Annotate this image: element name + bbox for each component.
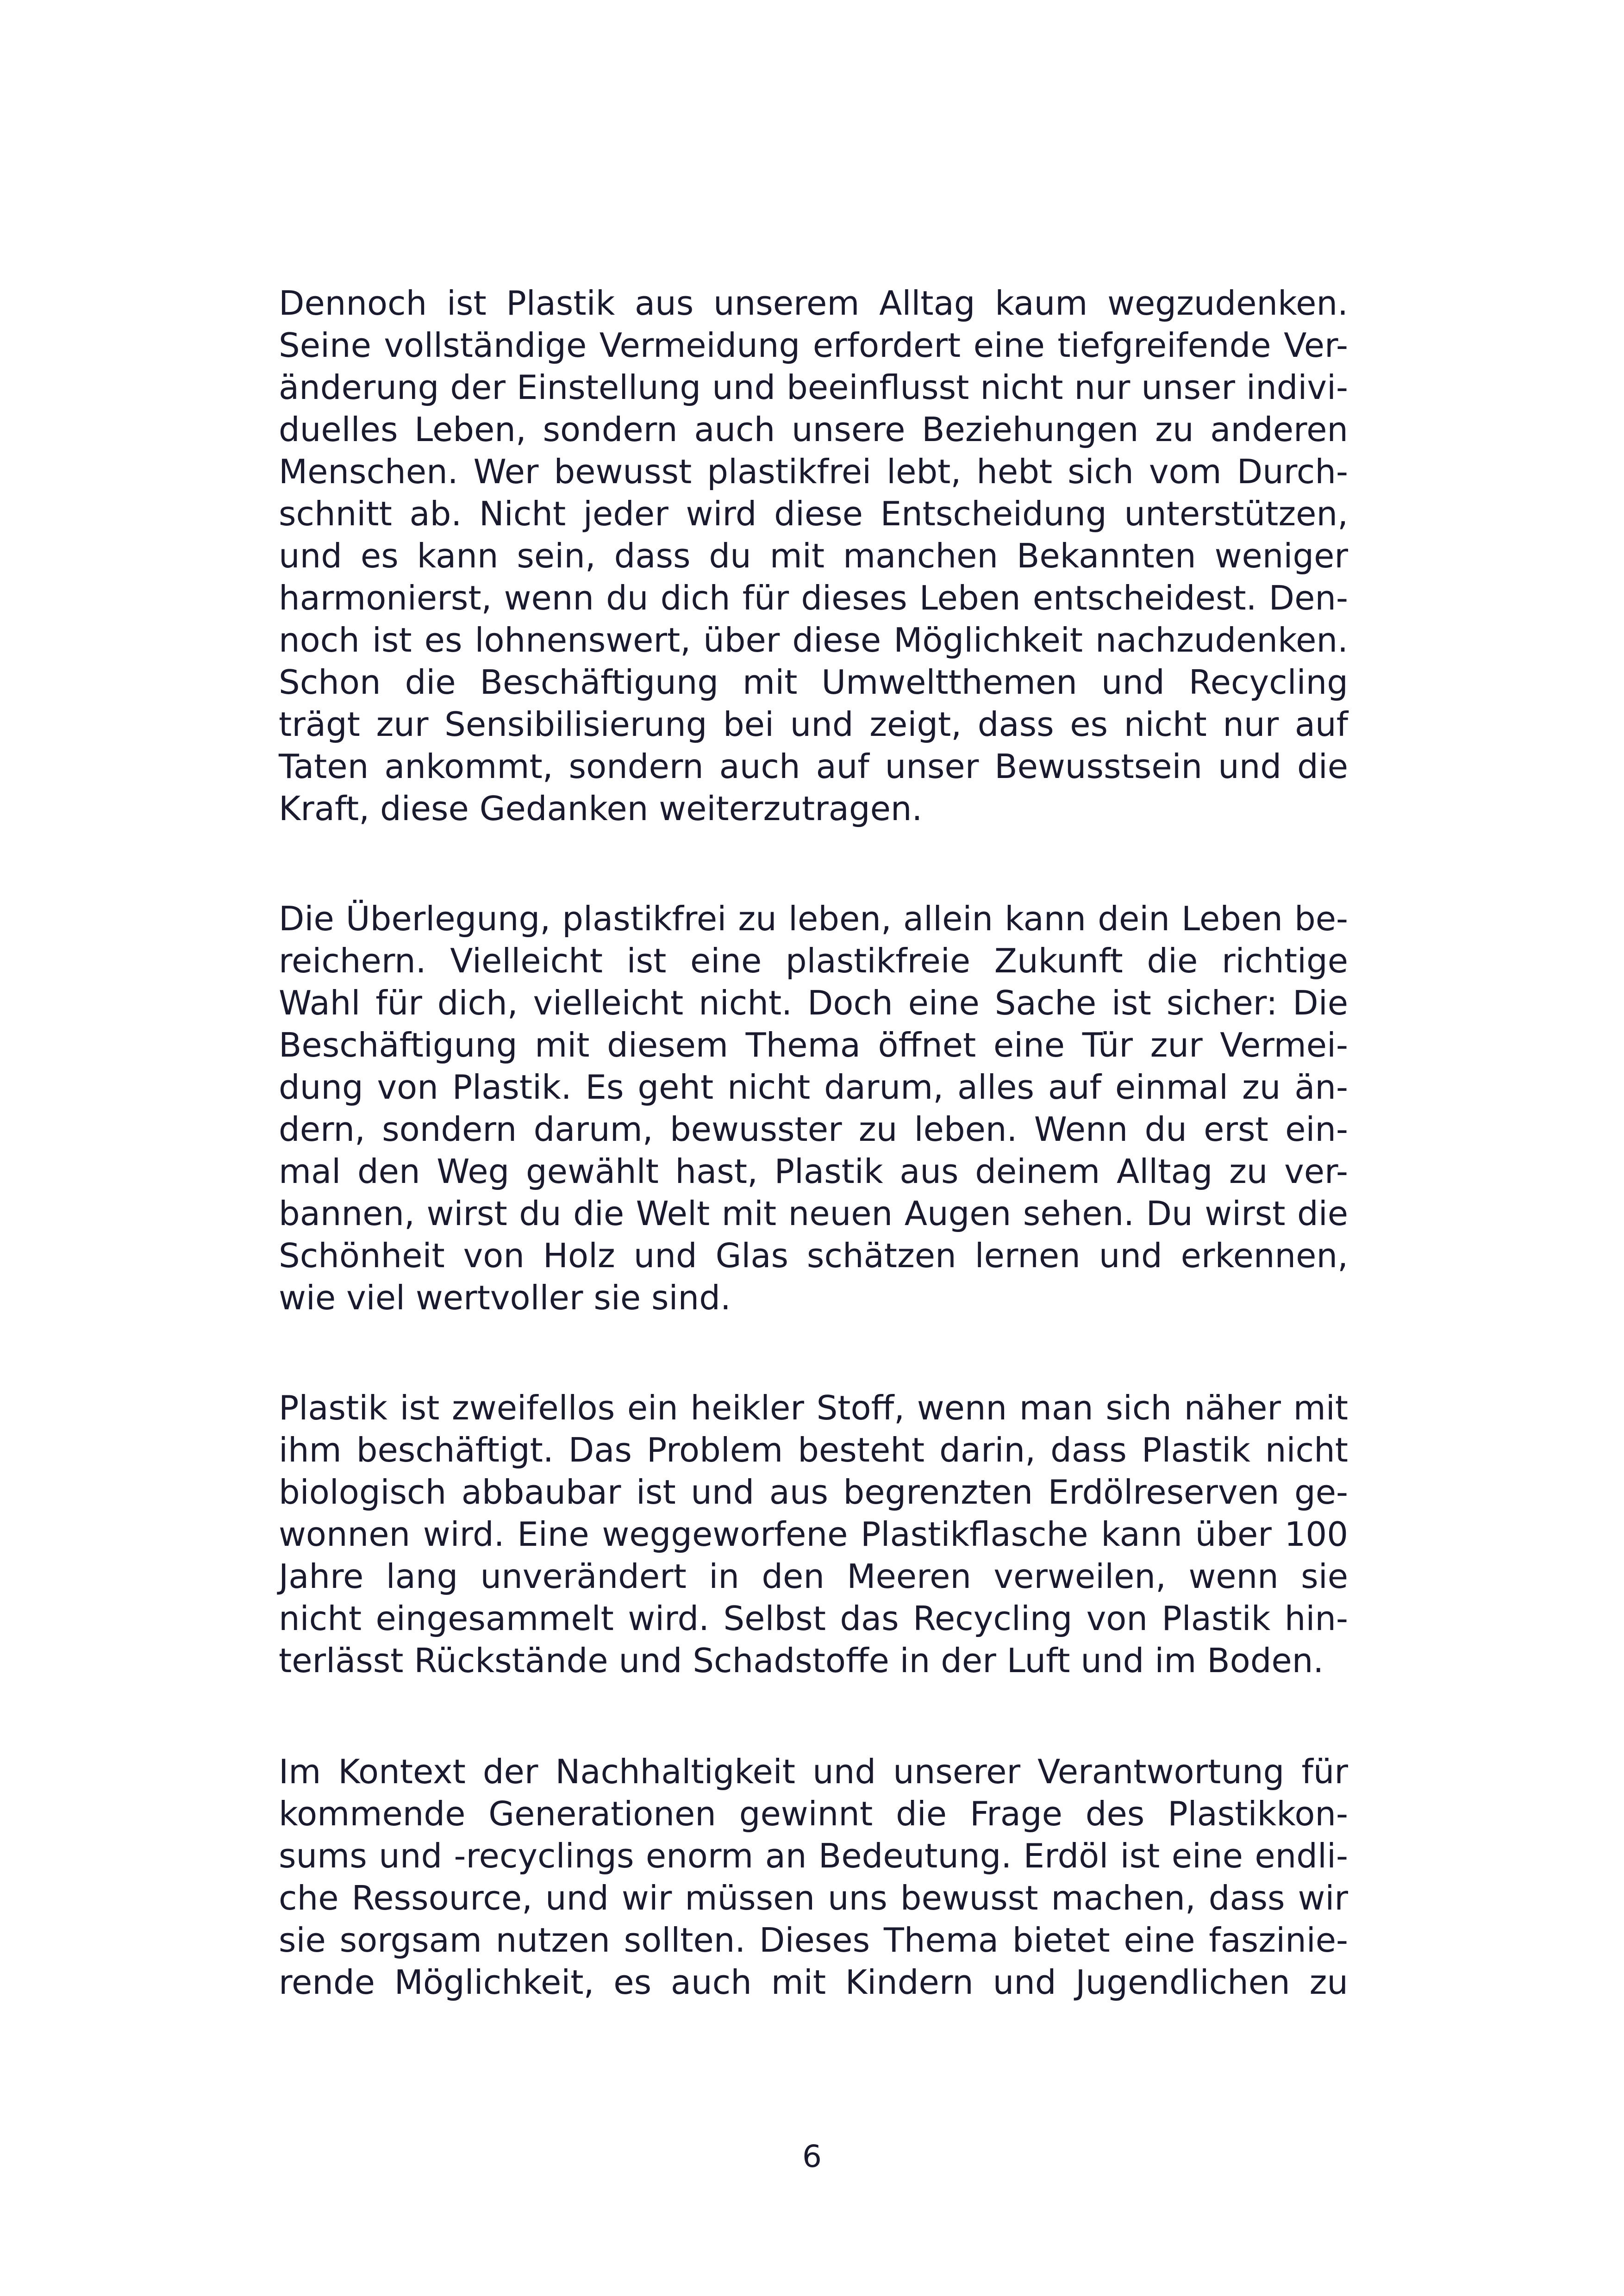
text-line: nicht eingesammelt wird. Selbst das Recycling von Plastik hin-: [279, 1599, 1348, 1638]
paragraph-4: [279, 1751, 1348, 2004]
text-line: Dennoch ist Plastik aus unserem Alltag kaum wegzudenken.: [279, 284, 1348, 323]
text-line: Jahre lang unverändert in den Meeren verweilen, wenn sie: [279, 1557, 1348, 1596]
text-line: sie sorgsam nutzen sollten. Dieses Thema bietet eine faszinie-: [279, 1921, 1348, 1960]
text-line: reichern. Vielleicht ist eine plastikfreie Zukunft die richtige: [279, 941, 1348, 980]
text-line: dern, sondern darum, bewusster zu leben. Wenn du erst ein-: [279, 1110, 1348, 1149]
text-line: kommende Generationen gewinnt die Frage des Plastikkon-: [279, 1794, 1348, 1833]
text-line: Schon die Beschäftigung mit Umweltthemen und Recycling: [279, 663, 1348, 702]
text-line: Im Kontext der Nachhaltigkeit und unserer Verantwortung für: [279, 1752, 1348, 1791]
paragraph-2: [279, 898, 1348, 1319]
text-line: biologisch abbaubar ist und aus begrenzten Erdölreserven ge-: [279, 1473, 1348, 1512]
text-line: wie viel wertvoller sie sind.: [279, 1278, 731, 1317]
text-line: ihm beschäftigt. Das Problem besteht darin, dass Plastik nicht: [279, 1431, 1348, 1469]
text-line: Menschen. Wer bewusst plastikfrei lebt, hebt sich vom Durch-: [279, 452, 1348, 491]
text-line: änderung der Einstellung und beeinflusst nicht nur unser indivi-: [279, 368, 1348, 407]
paragraph-3: [279, 1387, 1348, 1682]
text-line: sums und -recyclings enorm an Bedeutung. Erdöl ist eine endli-: [279, 1836, 1348, 1875]
text-line: Kraft, diese Gedanken weiterzutragen.: [279, 789, 923, 828]
text-line: harmonierst, wenn du dich für dieses Leben entscheidest. Den-: [279, 579, 1348, 617]
text-line: trägt zur Sensibilisierung bei und zeigt, dass es nicht nur auf: [279, 705, 1348, 744]
text-line: duelles Leben, sondern auch unsere Beziehungen zu anderen: [279, 410, 1348, 449]
text-line: Seine vollständige Vermeidung erfordert eine tiefgreifende Ver-: [279, 326, 1348, 365]
text-line: rende Möglichkeit, es auch mit Kindern und Jugendlichen zu: [279, 1963, 1348, 2002]
text-line: wonnen wird. Eine weggeworfene Plastikflasche kann über 100: [279, 1515, 1348, 1554]
text-line: und es kann sein, dass du mit manchen Bekannten weniger: [279, 536, 1348, 575]
text-line: dung von Plastik. Es geht nicht darum, alles auf einmal zu än-: [279, 1068, 1348, 1107]
text-line: noch ist es lohnenswert, über diese Möglichkeit nachzudenken.: [279, 621, 1348, 660]
text-line: mal den Weg gewählt hast, Plastik aus deinem Alltag zu ver-: [279, 1152, 1348, 1191]
text-line: Schönheit von Holz und Glas schätzen lernen und erkennen,: [279, 1236, 1348, 1275]
text-line: terlässt Rückstände und Schadstoffe in der Luft und im Boden.: [279, 1641, 1324, 1680]
text-line: schnitt ab. Nicht jeder wird diese Entscheidung unterstützen,: [279, 494, 1348, 533]
text-line: che Ressource, und wir müssen uns bewusst machen, dass wir: [279, 1879, 1348, 1917]
text-line: bannen, wirst du die Welt mit neuen Augen sehen. Du wirst die: [279, 1194, 1348, 1233]
text-line: Wahl für dich, vielleicht nicht. Doch eine Sache ist sicher: Die: [279, 983, 1348, 1022]
text-line: Die Überlegung, plastikfrei zu leben, allein kann dein Leben be-: [279, 899, 1348, 938]
text-line: Plastik ist zweifellos ein heikler Stoff, wenn man sich näher mit: [279, 1388, 1348, 1427]
text-line: Beschäftigung mit diesem Thema öffnet eine Tür zur Vermei-: [279, 1026, 1348, 1064]
text-line: Taten ankommt, sondern auch auf unser Bewusstsein und die: [279, 747, 1348, 786]
paragraph-1: [279, 282, 1348, 830]
page-number: 6: [802, 2139, 822, 2174]
